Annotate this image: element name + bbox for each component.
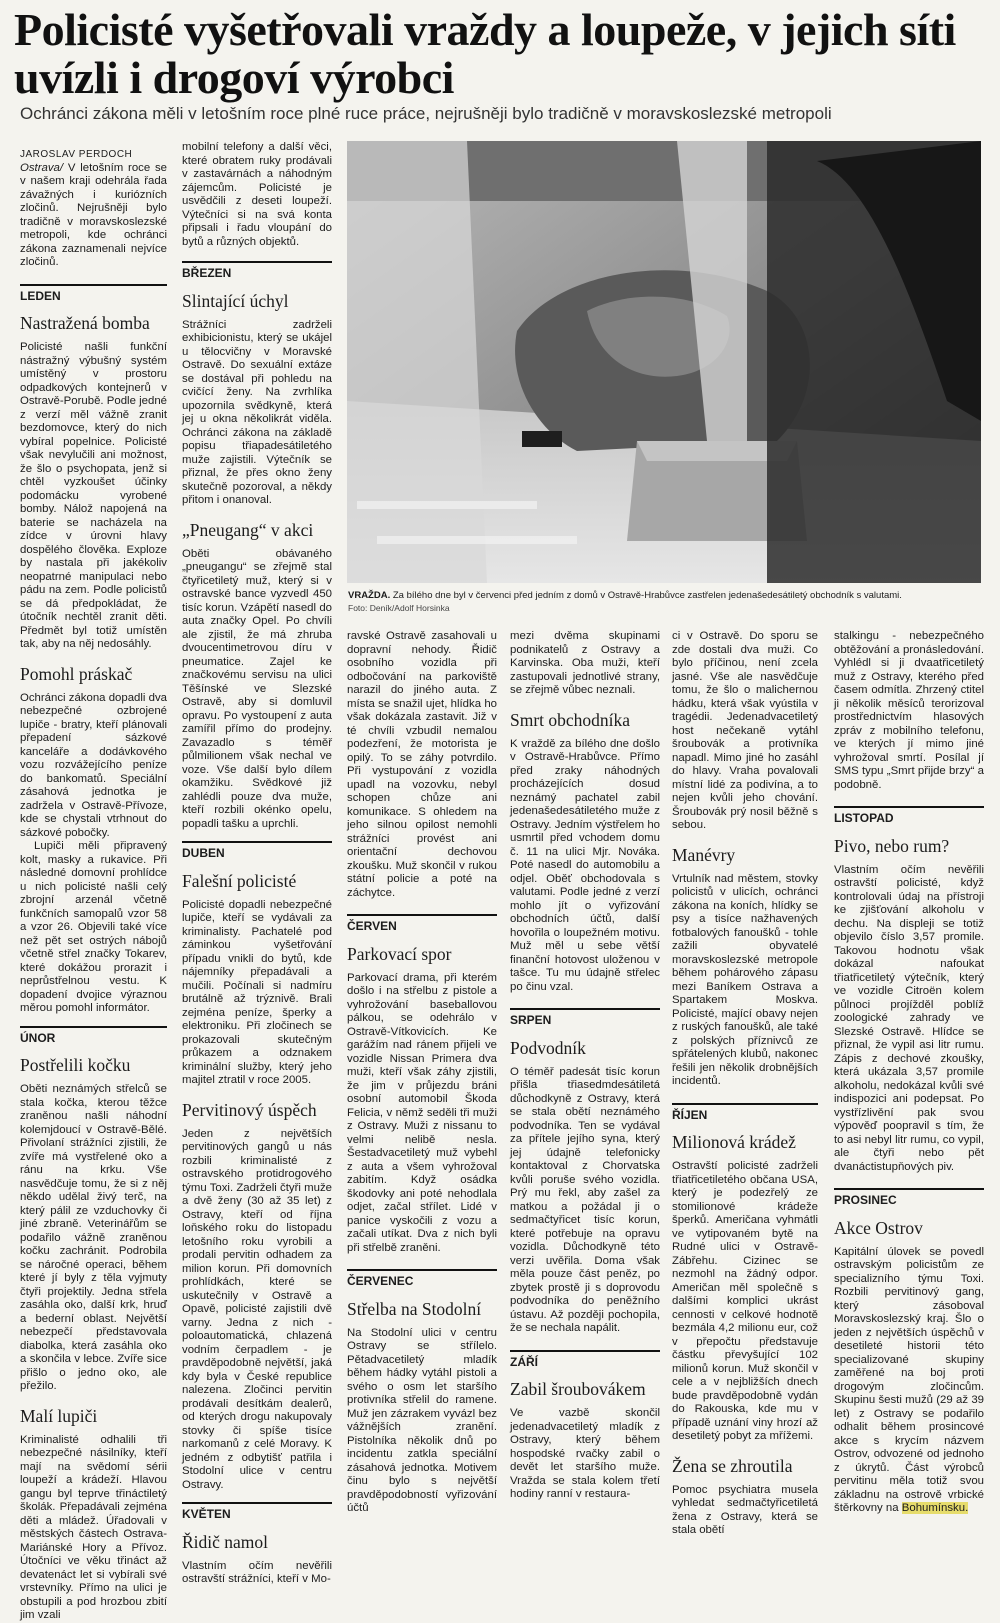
article-heading: Pivo, nebo rum?	[834, 835, 950, 856]
column-3	[347, 630, 497, 1514]
article-text: ravské Ostravě zasahovali u dopravní nehody. Řidič osobního vozidla při odbočování na parkoviště narazil do jiného auta. Z místa se snažil ujet, hlídka ho však dokázala zastavit. Již v té chvíli vzbudil nemalou podezření, že motorista je opilý. To se záhy potvrdilo. Při vystupování z vozidla upadl na vozovku, nebyl schopen chůze ani komunikace. S ohledem na jeho silnou opilost nemohli strážníci provést ani orientační dechovou zkoušku. Muž skončil v rukou státní policie a poté na záchytce.	[347, 630, 497, 899]
article-heading: Pervitinový úspěch	[182, 1099, 317, 1120]
lead-text: V letošním roce se v našem kraji odehrála řada závažných i kuriózních zločinů. Nejrušněji bylo tradičně v moravskoslezské metropoli, kde ochránci zákona zaznamenali nejvíce zločinů.	[20, 161, 167, 268]
lead-paragraph	[20, 162, 167, 270]
highlighted-word: Bohumínsku.	[901, 1502, 969, 1514]
article-text: Strážníci zadrželi exhibicionistu, který se ukájel u tělocvičny v Moravské Ostravě. Do sexuální extáze se dostával při pohledu na cvičící ženy. Na zvrhlíka upozornila svědkyně, která jej u okna několikrát viděla. Ochránci zákona na základě popisu třiapadesátiletého muže zajistili. Výtečník se přiznal, že přes okno ženy skutečně pozoroval, a někdy přitom i onanoval.	[182, 318, 332, 506]
article-text: mezi dvěma skupinami podnikatelů z Ostravy a Karvinska. Oba muži, kteří zastupovali jednotlivé strany, se zřejmě vůbec neznali.	[510, 630, 660, 696]
column-2	[182, 141, 332, 1585]
crime-scene-photo	[347, 141, 981, 583]
article-text	[834, 1246, 984, 1516]
article-heading: Postřelili kočku	[20, 1055, 131, 1075]
article-text: Ostravští policisté zadrželi třiatřicetiletého občana USA, který je podezřelý ze stomilionové krádeže šperků. Američana vyhmátli ve vytipovaném bytě na Rudné ulici v Ostravě-Zábřehu. Cizinec se nezmohl na žádný odpor. Američan měl společně s dalšími komplici ukrást cennosti v celkové hodnotě bezmála 4,2 milionu eur, což v přepočtu představuje částku převyšující 102 milionů korun. Muž skončil v cele a v nejbližších dnech bude pravděpodobně vydán do Rakouska, kde mu v případě uznání viny hrozí až desetiletý pobyt za mřížemi.	[672, 1160, 818, 1442]
article-text: Oběti neznámých střelců se stala kočka, kterou těžce zraněnou našli náhodní kolemjdoucí v Ostravě-Bělé. Přivolaní strážníci zjistili, že zvíře má vystřelené oko a ránu na krku. Vše nasvědčuje tomu, že si z něj někdo udělal živý terč, na který pálil ze vzduchovky či jiné zbraně. Veterinářům se podařilo vážně zraněnou kočku zachránit. Podrobila se náročné operaci, během které jí byly z těla vyjmuty čtyři projektily. Jedna střela zasáhla oko, další krk, hruď a bederní oblast. Největší nebezpečí představovala diabolka, která zasáhla oko a skončila v lebce. Zvíře sice přišlo o jedno oko, ale přežilo.	[20, 1083, 167, 1392]
article-text: Na Stodolní ulici v centru Ostravy se střílelo. Pětadvacetiletý mladík během hádky vytáhl pistoli a svého o osm let staršího protivníka střelil do ramene. Muž jen zázrakem vyvázl bez vážnějších zranění. Pistolníka několik dnů po incidentu zatkla speciální zásahová jednotka. Motivem činu bylo s největší pravděpodobností vyřizování účtů	[347, 1326, 497, 1514]
section-may: KVĚTEN	[182, 1502, 332, 1522]
headline: Policisté vyšetřovali vraždy a loupeže, v jejich síti uvízli i drogoví výrobci	[14, 4, 956, 103]
section-january: LEDEN	[20, 284, 167, 304]
article-heading: „Pneugang“ v akci	[182, 519, 314, 540]
caption-text: Za bílého dne byl v červenci před jedním z domů v Ostravě-Hrabůvce zastřelen jedenašedesátiletý obchodník s valutami.	[392, 590, 902, 601]
article-text: Pomoc psychiatra musela vyhledat sedmačtyřicetiletá žena z Ostravy, která se stala obětí	[672, 1483, 818, 1536]
column-1	[20, 148, 167, 1621]
section-june: ČERVEN	[347, 914, 497, 934]
article-text: ci v Ostravě. Do sporu se zde dostali dva muži. Co bylo příčinou, není zcela jasné. Vše ale nasvědčuje tomu, že šlo o malichernou hádku, která však vyústila v tragédii. Jedenadvacetiletý host nečekaně vytáhl šroubovák a protivníka napadl. Mimo jiné ho zasáhl do hlavy. Vraha povalovali místní lidé za podivína, a to nejen kvůli jeho chování. Šroubovák prý nosil běžně s sebou.	[672, 630, 818, 831]
article-heading: Slintající úchyl	[182, 290, 289, 311]
article-heading: Pomohl práskač	[20, 663, 133, 684]
article-text: Vlastním očím nevěřili ostravští strážníci, kteří v Mo-	[182, 1559, 332, 1585]
article-heading: Nastražená bomba	[20, 313, 150, 333]
section-november: LISTOPAD	[834, 806, 984, 826]
photo-image	[347, 141, 981, 583]
article-heading: Akce Ostrov	[834, 1217, 923, 1238]
section-december: PROSINEC	[834, 1188, 984, 1208]
section-october: ŘÍJEN	[672, 1103, 818, 1123]
article-text: Ve vazbě skončil jedenadvacetiletý mladík z Ostravy, který během hospodské rvačky zabil o devět let staršího muže. Vražda se stala kolem třetí hodiny ranní v restaura-	[510, 1407, 660, 1500]
article-heading: Parkovací spor	[347, 943, 452, 964]
section-august: SRPEN	[510, 1008, 660, 1028]
byline: JAROSLAV PERDOCH	[20, 149, 133, 160]
article-heading: Smrt obchodníka	[510, 709, 631, 730]
section-september: ZÁŘÍ	[510, 1350, 660, 1370]
article-text: Policisté dopadli nebezpečné lupiče, kteří se vydávali za kriminalisty. Pachatelé pod záminkou vyšetřování případu vnikli do bytů, kde nájemníky přepadávali a mučili. Počínali si nadmíru brutálně až trýznivě. Brali zejména peníze, šperky a elektroniku. Při zločinech se prokazovali skutečným průkazem a odznakem kriminální služby, který jeho majitel ztratil v roce 2005.	[182, 898, 332, 1086]
article-text: stalkingu - nebezpečného obtěžování a pronásledování. Vyhlédl si ji dvaatřicetiletý muž z Ostravy, kterého před časem odmítla. Zhrzený ctitel ji několik měsíců terorizoval prostřednictvím hlasových zpráv z mobilního telefonu, ve kterých jí mimo jiné vyhrožoval smrtí. Posílal jí SMS typu „Smrt přijde brzy“ a podobně.	[834, 630, 984, 791]
article-heading: Manévry	[672, 844, 736, 865]
section-july: ČERVENEC	[347, 1269, 497, 1289]
article-heading: Žena se zhroutila	[672, 1455, 793, 1476]
article-text: Kriminalisté odhalili tři nebezpečné násilníky, kteří mají na svědomí sérii loupeží a krádeží. Hlavou gangu byl teprve třináctiletý školák. Přepadávali zejména děti a mládež. Úřadovali v městských částech Ostrava-Mariánské Hory a Přívoz. Útočníci ve věku třináct až devatenáct let si vybírali své vrstevníky. Přímo na ulici je obstupili a pod hrozbou zbití jim vzali	[20, 1433, 167, 1621]
article-heading: Falešní policisté	[182, 870, 297, 891]
section-march: BŘEZEN	[182, 261, 332, 281]
dateline: Ostrava/	[20, 161, 64, 174]
column-5	[672, 630, 818, 1536]
article-text: Vlastním očím nevěřili ostravští policisté, když kontrolovali údaj na přístroji ke zjišťování alkoholu v dechu. Na displeji se totiž objevilo číslo 3,57 promile. Takovou hodnotu však dokázal nafoukat třiatřicetiletý výtečník, který ve vozidle Citroën kolem půlnoci projížděl poblíž zoologické zahrady ve Slezské Ostravě. Hlídce se přiznal, že vypil asi litr rumu. Zápis z dechové zkoušky, která ukázala 3,57 promile alkoholu, nedokázal kvůli své indispozici ani podepsat. Po vystřízlivění pak svou výpověď poopravil s tím, že to asi nebyl litr rumu, co vypil, ale čtyři nebo pět dvanáctistupňových piv.	[834, 863, 984, 1173]
article-text: Jeden z největších pervitinových gangů u nás rozbili kriminalisté z ostravského protidrogového týmu Toxi. Zadrželi čtyři muže a dvě ženy (30 až 35 let) z Ostravy, kteří od října loňského roku do listopadu letošního roku vyrobili a prodali pervitin odhadem za milion korun. Při domovních prohlídkách, které se uskutečnily v Ostravě a Opavě, policisté zajistili dvě varny. Jedna z nich - poloautomatická, chlazená vodním čerpadlem - je pravděpodobně největší, jaká kdy byla v České republice nalezena. Zločinci pervitin prodávali desítkám dealerů, od kterých drogu nakupovaly stovky či spíše tisíce narkomanů z celé Moravy. K jedném z odbytišť patřila i Stodolní ulice v centru Ostravy.	[182, 1127, 332, 1491]
photo-credit: Foto: Deník/Adolf Horsinka	[348, 603, 450, 613]
photo-caption	[348, 590, 978, 615]
article-text: Policisté našli funkční nástražný výbušný systém umístěný v prostoru odpadkových kontejnerů v Ostravě-Porubě. Podle jedné z verzí měl vážně zranit bezdomovce, který do nich vybíral popelnice. Policisté však nevylučili ani možnost, že šlo o psychopata, jenž si chtěl vyzkoušet účinky podomácku vyrobené bomby. Nálož napojená na baterie se nacházela na zídce v úrovni hlavy dospělého člověka. Exploze by nastala při jakékoliv neopatrné manipulaci nebo pádu na zem. Podle policistů se dá předpokládat, že útočník nechtěl zranit děti. Předmět byl totiž umístěn tak, aby na něj nedosáhly.	[20, 341, 167, 650]
caption-label: VRAŽDA.	[348, 590, 391, 601]
article-heading: Zabil šroubovákem	[510, 1379, 646, 1399]
article-text: K vraždě za bílého dne došlo v Ostravě-Hrabůvce. Přímo před zraky náhodných procházejících dosud neznámý pachatel zabil jedenašedesátiletého muže z Ostravy. Jedním výstřelem ho usmrtil před vchodem domu č. 11 na ulici Mjr. Nováka. Poté nasedl do automobilu a odjel. Oběť obchodovala s valutami. Podle jedné z verzí mohlo jít o vyřizování obchodních účtů, další hovořila o loupežném motivu. Muž měl u sebe větší finanční hotovost uloženou v tašce. Tu mu údajně střelec po činu vzal.	[510, 737, 660, 993]
article-heading: Malí lupiči	[20, 1405, 98, 1426]
subheadline: Ochránci zákona měli v letošním roce plné ruce práce, nejrušněji bylo tradičně v moravskoslezské metropoli	[20, 104, 832, 123]
article-text: mobilní telefony a další věci, které obratem ruky prodávali v zastavárnách a náhodným zájemcům. Policisté je usvědčili z deseti loupeží. Výtečníci si na svá konta připsali i řadu vloupání do bytů a různých objektů.	[182, 141, 332, 248]
article-heading: Milionová krádež	[672, 1132, 796, 1152]
article-heading: Podvodník	[510, 1037, 586, 1058]
article-text: Vrtulník nad městem, stovky policistů v ulicích, ochránci zákona na koních, hlídky se psy a tisíce nažhavených fotbalových fanoušků - tohle zažili obyvatelé moravskoslezské metropole během pohárového zápasu mezi Baníkem Ostrava a Spartakem Moskva. Policisté, mající obavy nejen z ruských fanoušků, ale také z polských příznivců ze spřátelených klubů, nakonec řešili jen několik drobnějších incidentů.	[672, 872, 818, 1087]
section-february: ÚNOR	[20, 1026, 167, 1046]
article-heading: Řidič namol	[182, 1531, 269, 1552]
article-text: Lupiči měli připravený kolt, masky a rukavice. Při následné domovní prohlídce u nich policisté našli celý zbrojní arzenál včetně funkčních samopalů vzor 58 a vzor 26. Objevili také více než pět set ostrých nábojů včetně střel značky Tokarev, které dokážou prorazit i neprůstřelnou vestu. K dopadení dvojice výraznou měrou pomohl informátor.	[20, 840, 167, 1014]
article-text: Oběti obávaného „pneugangu“ se zřejmě stal čtyřicetiletý muž, který si v ostravské bance vyzvedl 450 tisíc korun. Vzápětí nasedl do auta značky Opel. Po chvíli ale zjistil, že má zhruba dvoucentimetrovou díru v pneumatice. Zajel ke značkovému servisu na ulici Těšínské ve Slezské Ostravě, aby si domluvil opravu. Po vystoupení z auta zamířil přímo do prodejny. Zavazadlo s téměř půlmilionem však nechal ve voze. Vše další bylo dílem okamžiku. Svědkové již zahlédli pouze dva muže, kteří rozbili okénko opelu, popadli tašku a uprchli.	[182, 547, 332, 830]
article-text: Parkovací drama, při kterém došlo i na střelbu z pistole a vyhrožování baseballovou pálkou, se odehrálo v Ostravě-Vítkovicích. Ke garážím nad ránem přijeli ve vozidle Nissan Primera dva muži, kteří však záhy zjistili, že jim v průjezdu bráni osobní automobil Škoda Felicia, v němž seděli tři muži z Ostravy. Muži z nissanu to velmi nelibě nesla. Šestadvacetiletý muž vybehl z auta a všem vyhrožoval zabitím. Když osádka škodovky ani poté nehodlala odjet, začal střílet. Lidé v panice vyskočili z vozu a začali utíkat. Dva z nich byli při střelbě zraněni.	[347, 971, 497, 1254]
column-4	[510, 630, 660, 1500]
article-text: O téměř padesát tisíc korun přišla třiasedmdesátiletá důchodkyně z Ostravy, která se stala obětí neznámého podvodníka. Ten se vydával za přítele jejího syna, který jej údajně telefonicky kontaktoval z Chorvatska kvůli poruše svého vozidla. Prý mu řekl, aby zašel za matkou a požádal ji o sedmačtyřicet tisíc korun, které potřebuje na opravu vozidla. Důchodkyně této verzi uvěřila. Doma však měla pouze část peněz, po zbytek prostě ji s doprovodu podvodníka do peněžního ústavu. Až později pochopila, že se nechala napálit.	[510, 1065, 660, 1334]
article-heading: Střelba na Stodolní	[347, 1298, 482, 1319]
article-text: Ochránci zákona dopadli dva nebezpečné ozbrojené lupiče - bratry, kteří plánovali přepadení sázkové kanceláře a dodávkového vozu rozvážejícího peníze do bankomatů. Speciální zásahová jednotka je zadržela v Ostravě-Přívoze, kde se chystali vtrhnout do sázkové pobočky.	[20, 691, 167, 839]
article-text-body: Kapitální úlovek se povedl ostravským policistům ze specializního týmu Toxi. Rozbili pervitinový gang, který zásoboval Moravskoslezský kraj. Šlo o jeden z největších úspěchů v desetileté historii této specializované skupiny zaměřené na boj proti drogovým zločincům. Skupinu šesti mužů (29 až 39 let) z Ostravy se podařilo odhalit během prosincové akce s krycím názvem Ostrov, odvozené od jednoho z úkrytů. Část výrobců pervitinu měla totiž svou základnu na ostrově vrbické štěrkovny na	[834, 1245, 984, 1514]
column-6	[834, 630, 984, 1514]
section-april: DUBEN	[182, 841, 332, 861]
